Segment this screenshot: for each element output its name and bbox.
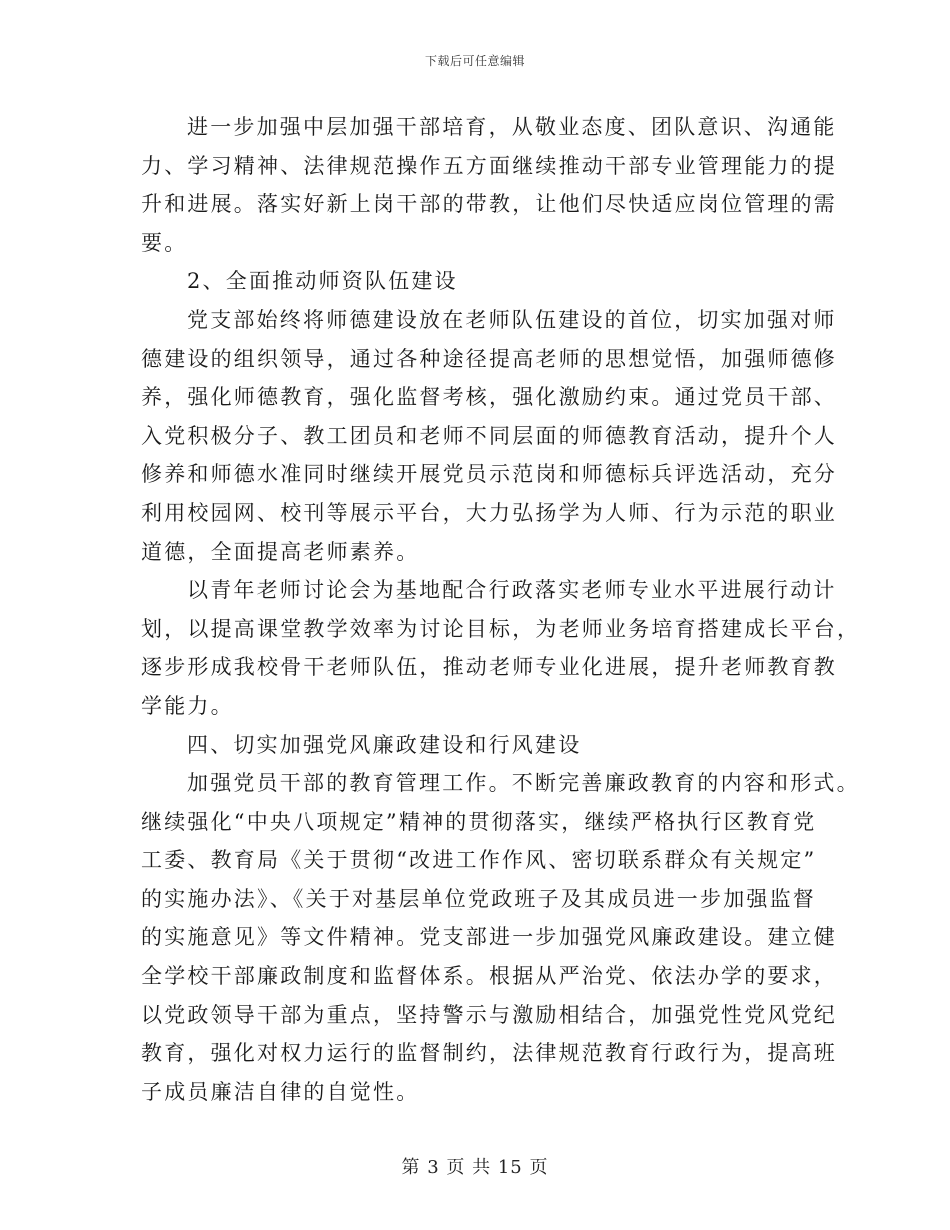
- text-line: 党支部始终将师德建设放在老师队伍建设的首位，切实加强对师: [187, 307, 837, 332]
- text-line: 养，强化师德教育，强化监督考核，强化激励约束。通过党员干部、: [141, 385, 837, 410]
- text-line: 工委、教育局《关于贯彻“改进工作作风、密切联系群众有关规定”: [141, 848, 817, 873]
- text-line: 子成员廉洁自律的自觉性。: [141, 1079, 420, 1104]
- body-text: [141, 108, 861, 1111]
- section-heading: 2、全面推动师资队伍建设: [187, 269, 458, 294]
- text-line: 道德，全面提高老师素养。: [141, 539, 420, 564]
- text-line: 利用校园网、校刊等展示平台，大力弘扬学为人师、行为示范的职业: [141, 500, 837, 525]
- text-line: 以青年老师讨论会为基地配合行政落实老师专业水平进展行动计: [187, 578, 837, 603]
- text-line: 全学校干部廉政制度和监督体系。根据从严治党、依法办学的要求，: [141, 964, 837, 989]
- text-line: 要。: [141, 230, 188, 255]
- page-header: 下载后可任意编辑: [424, 54, 525, 68]
- page-number-footer: 第 3 页 共 15 页: [401, 1157, 549, 1178]
- text-line: 进一步加强中层加强干部培育，从敬业态度、团队意识、沟通能: [187, 115, 837, 139]
- text-line: 修养和师德水准同时继续开展党员示范岗和师德标兵评选活动，充分: [141, 462, 837, 487]
- text-line: 入党积极分子、教工团员和老师不同层面的师德教育活动，提升个人: [141, 423, 837, 448]
- text-line: 教育，强化对权力运行的监督制约，法律规范教育行政行为，提高班: [141, 1041, 837, 1066]
- text-line: 划，以提高课堂教学效率为讨论目标，为老师业务培育搭建成长平台，: [141, 616, 861, 641]
- text-line: 的实施意见》等文件精神。党支部进一步加强党风廉政建设。建立健: [141, 925, 837, 950]
- text-line: 逐步形成我校骨干老师队伍，推动老师专业化进展，提升老师教育教: [141, 655, 837, 680]
- text-line: 继续强化“中央八项规定”精神的贯彻落实，继续严格执行区教育党: [141, 809, 817, 834]
- text-line: 升和进展。落实好新上岗干部的带教，让他们尽快适应岗位管理的需: [141, 192, 837, 217]
- text-line: 学能力。: [141, 693, 234, 718]
- text-line: 德建设的组织领导，通过各种途径提高老师的思想觉悟，加强师德修: [141, 346, 837, 371]
- text-line: 加强党员干部的教育管理工作。不断完善廉政教育的内容和形式。: [187, 771, 860, 796]
- text-line: 的实施办法》、《关于对基层单位党政班子及其成员进一步加强监督: [141, 886, 816, 911]
- section-heading: 四、切实加强党风廉政建设和行风建设: [187, 732, 582, 757]
- text-line: 以党政领导干部为重点，坚持警示与激励相结合，加强党性党风党纪: [141, 1002, 837, 1027]
- text-line: 力、学习精神、法律规范操作五方面继续推动干部专业管理能力的提: [141, 153, 837, 178]
